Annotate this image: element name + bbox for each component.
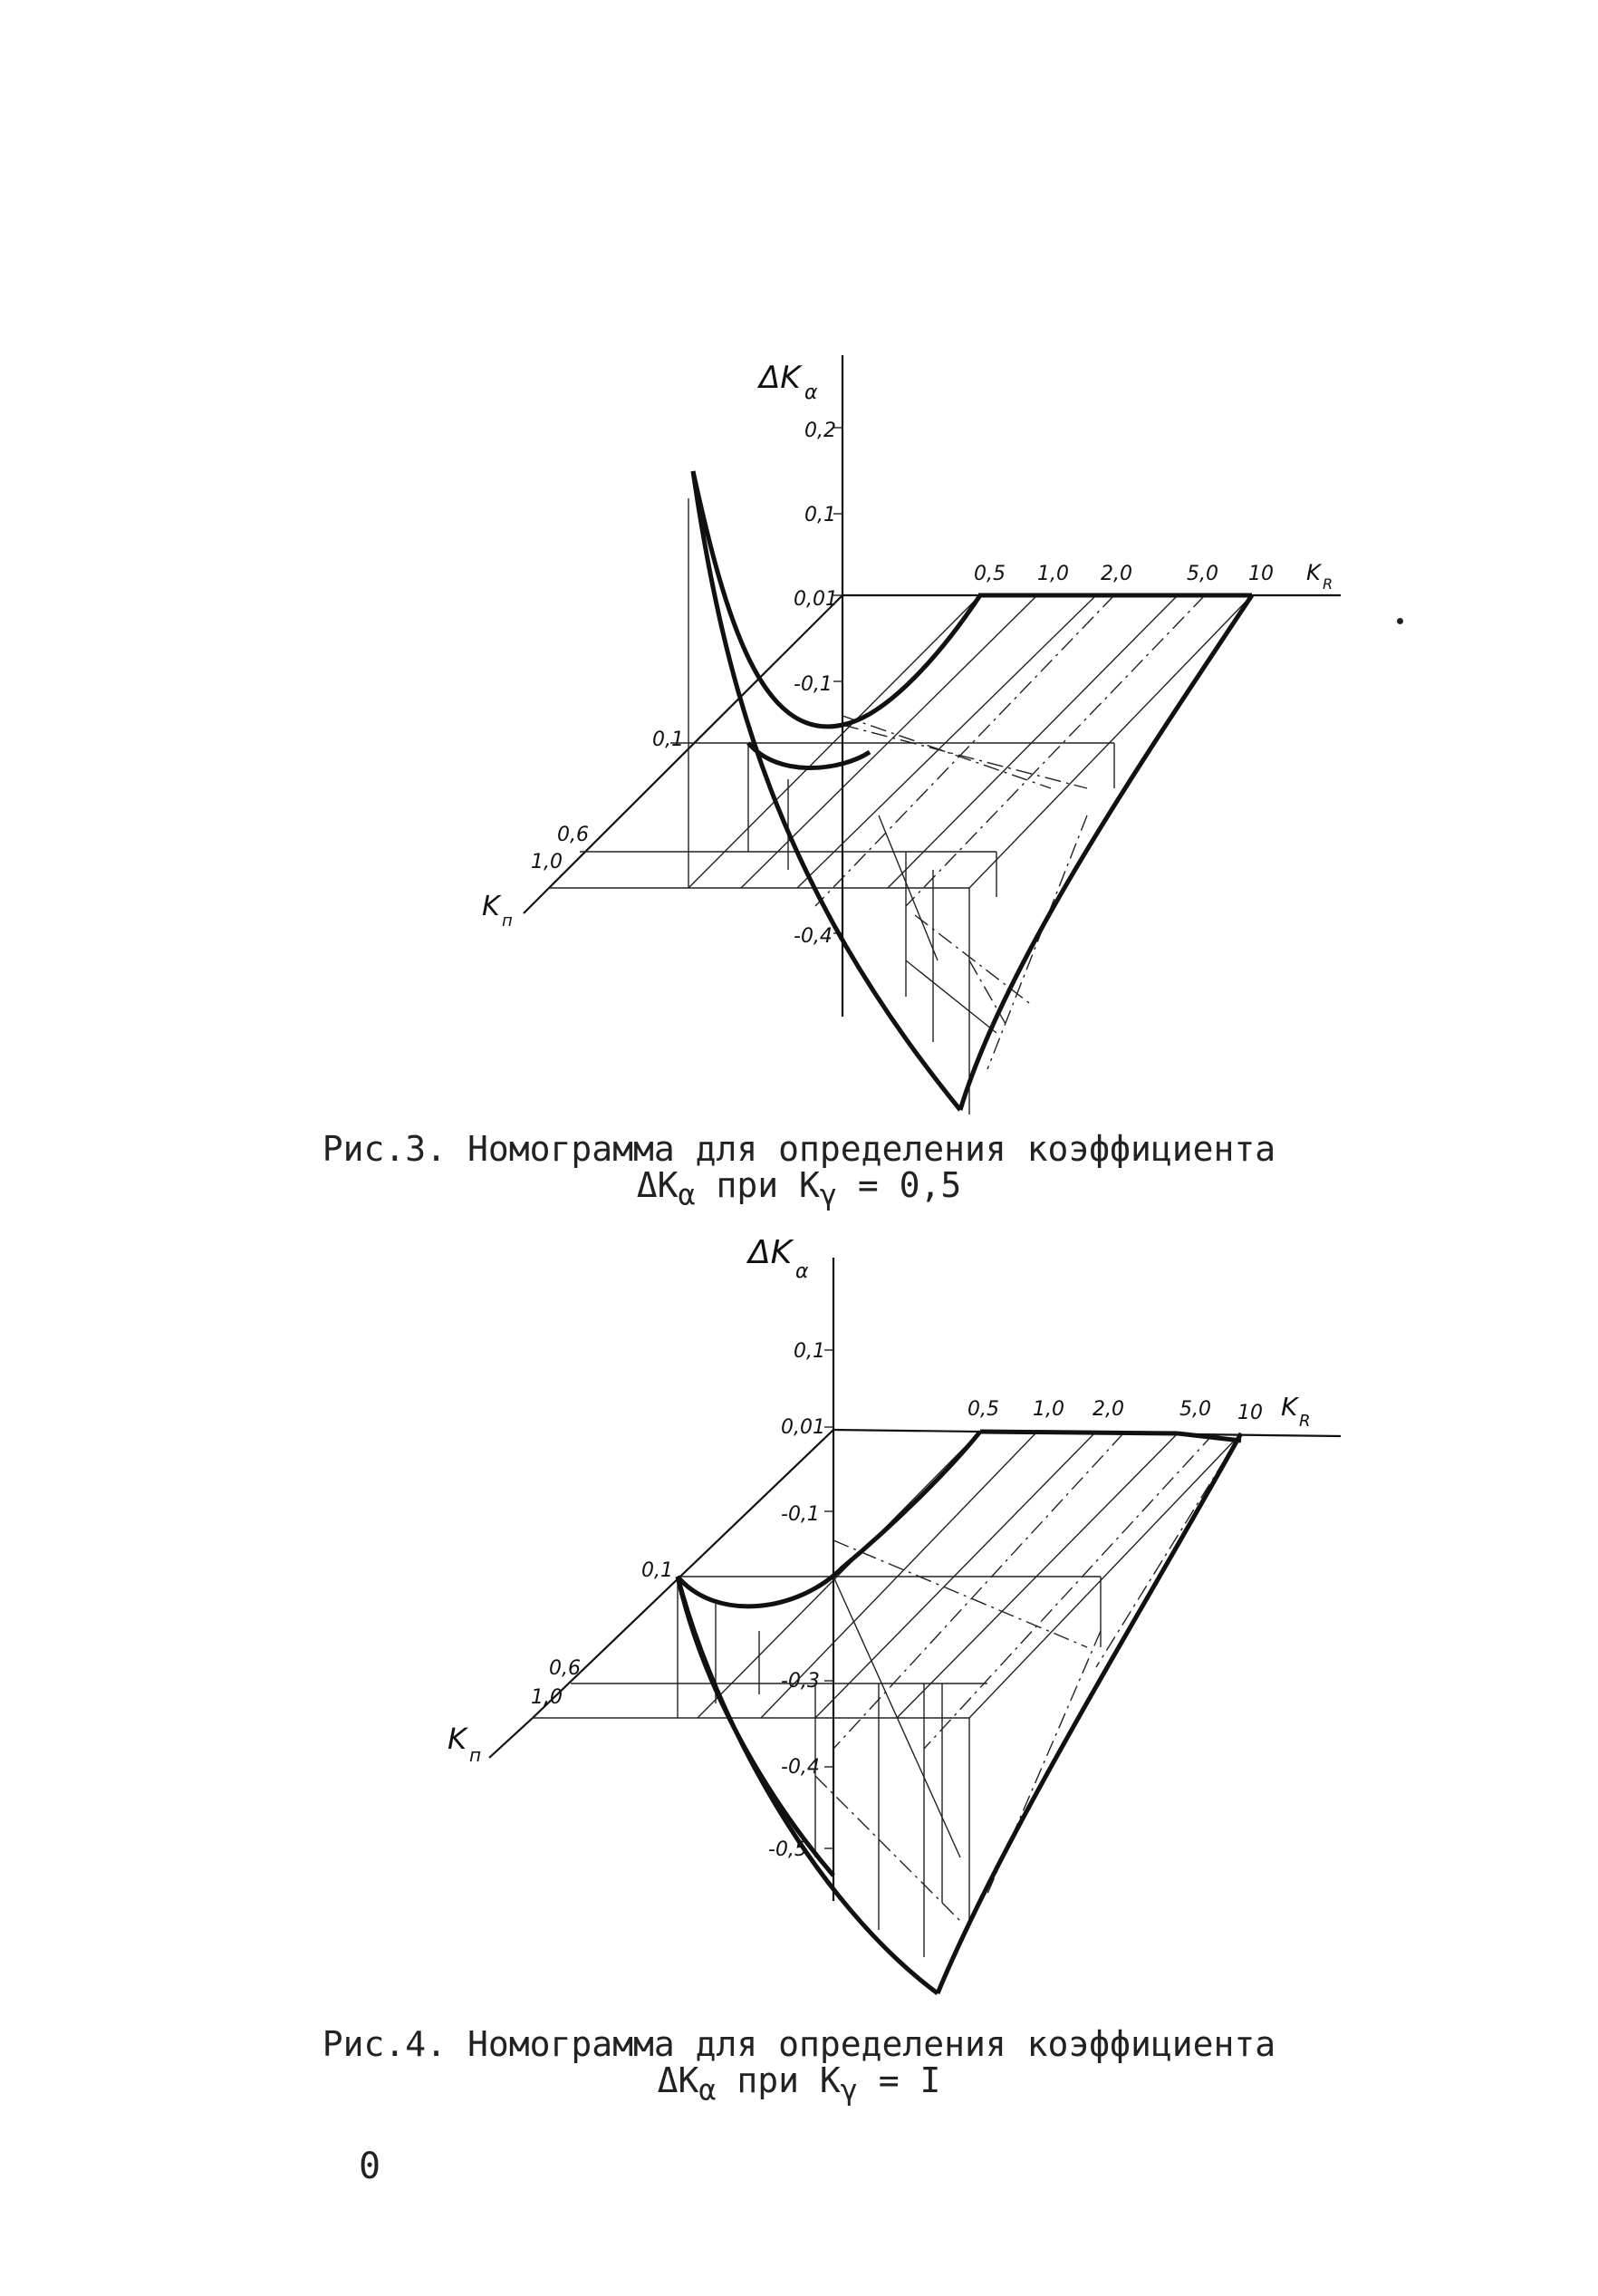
page-number: 0 bbox=[359, 2146, 381, 2187]
fig4-vtick-5: -0,5 bbox=[768, 1838, 807, 1861]
fig3-vtick-3: -0,1 bbox=[794, 673, 833, 696]
fig4-ttick-1: 1,0 bbox=[1033, 1398, 1064, 1421]
fig4-stick-0: 0,1 bbox=[641, 1559, 673, 1582]
fig4-ttick-3: 5,0 bbox=[1179, 1398, 1211, 1421]
figure-4 bbox=[448, 1234, 1341, 1993]
fig3-stick-2: 1,0 bbox=[531, 851, 563, 873]
stray-mark bbox=[1397, 618, 1403, 624]
fig4-vtick-3: -0,3 bbox=[781, 1670, 820, 1693]
fig3-base-grid bbox=[549, 498, 1252, 1114]
fig4-vertical-axis-sub: α bbox=[795, 1260, 809, 1283]
fig4-caption bbox=[0, 2026, 1598, 2109]
fig4-vtick-4: -0,4 bbox=[781, 1756, 820, 1779]
fig3-vtick-4: -0,4 bbox=[794, 925, 833, 948]
fig3-stick-1: 0,6 bbox=[557, 824, 589, 846]
fig4-vtick-1: 0,01 bbox=[781, 1416, 825, 1439]
fig3-vtick-2: 0,01 bbox=[794, 588, 838, 611]
fig4-caption-line1: Рис.4. Номограмма для определения коэффициента bbox=[322, 2024, 1276, 2064]
fig3-top-axis-label: K bbox=[1306, 560, 1321, 585]
fig4-top-axis-label: K bbox=[1281, 1392, 1298, 1422]
fig3-side-axis-sub: п bbox=[502, 912, 513, 931]
fig3-dashed-lines bbox=[815, 595, 1205, 1069]
fig3-side-axis bbox=[549, 595, 842, 888]
fig3-ttick-2: 2,0 bbox=[1101, 563, 1132, 585]
fig3-vertical-ticks bbox=[794, 420, 842, 948]
fig4-vertical-axis-label: ΔK bbox=[748, 1234, 793, 1271]
fig3-vtick-0: 0,2 bbox=[804, 420, 836, 442]
fig4-side-axis-label: K bbox=[448, 1722, 467, 1756]
fig3-caption-line2: $\Delta K_\alpha$ при $K_\gamma = 0,5$ bbox=[636, 1165, 962, 1212]
fig3-vertical-axis-label: ΔK bbox=[759, 360, 801, 396]
fig3-vertical-axis-sub: α bbox=[804, 381, 818, 404]
fig4-caption-line2: $\Delta K_\alpha$ при $K_\gamma = I$ bbox=[657, 2060, 941, 2108]
fig4-top-axis-sub: R bbox=[1299, 1412, 1311, 1431]
fig3-caption bbox=[0, 1131, 1598, 1214]
fig3-ttick-3: 5,0 bbox=[1187, 563, 1218, 585]
fig4-vtick-2: -0,1 bbox=[781, 1503, 820, 1526]
fig3-top-ticks bbox=[974, 560, 1333, 593]
figure-3 bbox=[482, 355, 1341, 1114]
fig4-vtick-0: 0,1 bbox=[794, 1340, 825, 1363]
fig3-ttick-4: 10 bbox=[1248, 563, 1274, 585]
fig4-ttick-0: 0,5 bbox=[967, 1398, 999, 1421]
fig4-top-ticks bbox=[967, 1392, 1311, 1431]
fig3-vtick-1: 0,1 bbox=[804, 504, 836, 526]
fig4-heavy-curves bbox=[678, 1432, 1241, 1993]
fig3-ttick-0: 0,5 bbox=[974, 563, 1006, 585]
fig4-stick-2: 1,0 bbox=[531, 1686, 563, 1709]
fig4-side-axis-sub: п bbox=[469, 1744, 482, 1766]
fig4-base-grid bbox=[533, 1432, 1241, 1957]
fig3-side-axis-label: K bbox=[482, 891, 500, 922]
fig4-ttick-4: 10 bbox=[1237, 1402, 1263, 1424]
fig3-top-axis-sub: R bbox=[1323, 575, 1333, 593]
fig3-caption-line1: Рис.3. Номограмма для определения коэффициента bbox=[322, 1129, 1276, 1169]
fig3-ttick-1: 1,0 bbox=[1037, 563, 1069, 585]
fig4-stick-1: 0,6 bbox=[549, 1657, 581, 1680]
fig3-stick-0: 0,1 bbox=[652, 728, 684, 751]
fig4-ttick-2: 2,0 bbox=[1093, 1398, 1124, 1421]
